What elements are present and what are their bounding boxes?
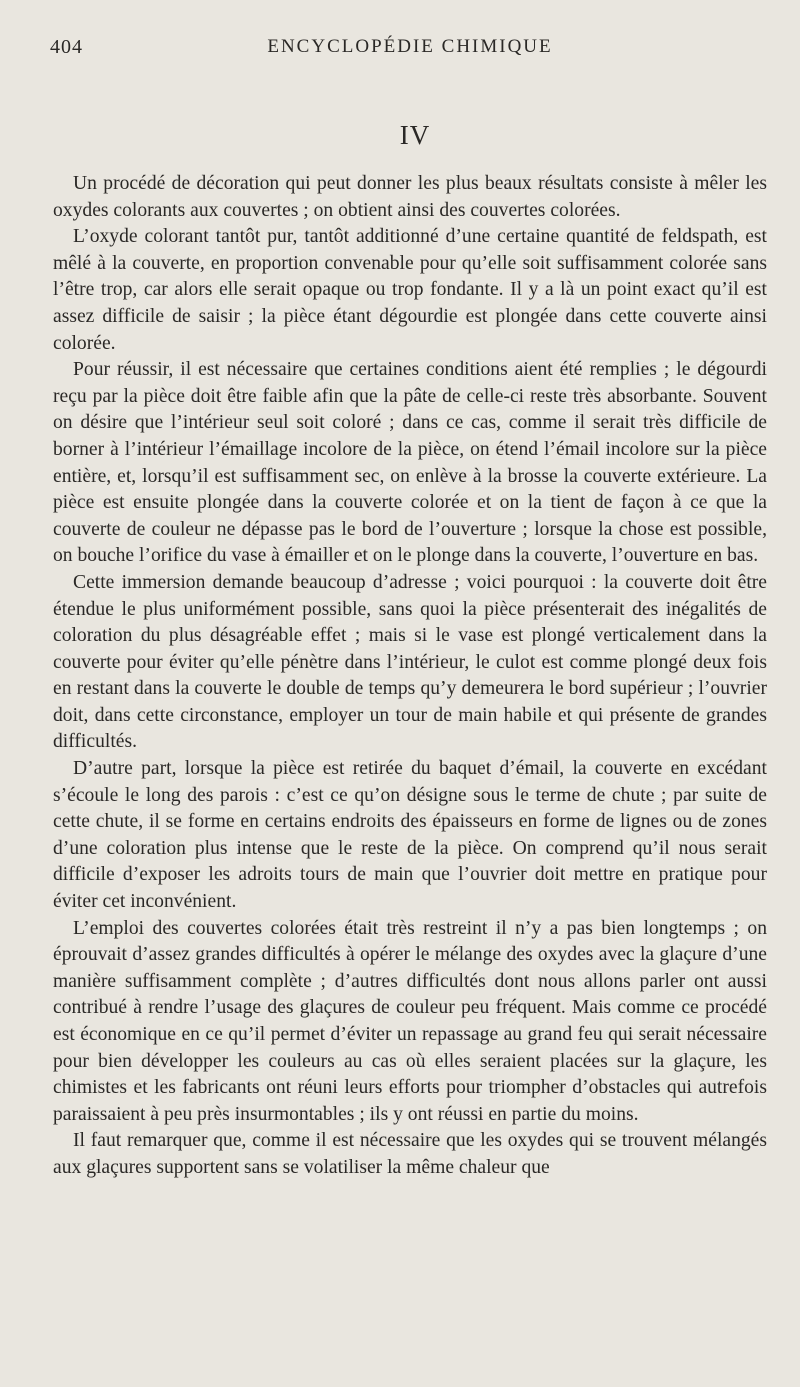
paragraph: Cette immersion demande beaucoup d’adresse ; voici pourquoi : la couverte doit être étendue le plus uniformément possible, sans quoi la pièce présenterait des inégalités de coloration du plus désagréable effet ; mais si le vase est plongé verticalement dans la couverte pour éviter qu’elle pénètre dans l’intérieur, le culot est comme plongé deux fois en restant dans la couverte le double de temps qu’y demeurera le bord supérieur ; l’ouvrier doit, dans cette circonstance, employer un tour de main habile et qui présente de grandes difficultés. [53,571,767,753]
running-title: ENCYCLOPÉDIE CHIMIQUE [267,36,553,57]
paragraph: D’autre part, lorsque la pièce est retirée du baquet d’émail, la couverte en excédant s’écoule le long des parois : c’est ce qu’on désigne sous le terme de chute ; par suite de cette chute, il se forme en certains endroits des épaisseurs en forme de lignes ou de zones d’une coloration plus intense que le reste de la pièce. On comprend qu’il nous serait difficile d’exposer les adroits tours de main que l’ouvrier doit mettre en pratique pour éviter cet inconvénient. [53,758,767,913]
paragraph: L’emploi des couvertes colorées était très restreint il n’y a pas bien longtemps ; on éprouvait d’assez grandes difficultés à opérer le mélange des oxydes avec la glaçure d’une manière suffisamment complète ; d’autres difficultés dont nous allons parler ont aussi contribué à rendre l’usage des glaçures de couleur peu fréquent. Mais comme ce procédé est économique en ce qu’il permet d’éviter un repassage au grand feu qui serait nécessaire pour bien développer les couleurs au cas où elles seraient placées sur la glaçure, les chimistes et les fabricants ont réuni leurs efforts pour triompher d’obstacles qui autrefois paraissaient à peu près insurmontables ; ils y ont réussi en partie du moins. [53,917,767,1125]
paragraph: L’oxyde colorant tantôt pur, tantôt additionné d’une certaine quantité de feldspath, est mêlé à la couverte, en proportion convenable pour qu’elle soit suffisamment colorée sans l’être trop, car alors elle serait opaque ou trop fondante. Il y a là un point exact qu’il est assez difficile de saisir ; la pièce étant dégourdie est plongée dans cette couverte ainsi colorée. [53,226,767,354]
section-heading: IV [399,120,431,150]
paragraph: Pour réussir, il est nécessaire que certaines conditions aient été remplies ; le dégourdi reçu par la pièce doit être faible afin que la pâte de celle-ci reste très absorbante. Souvent on désire que l’intérieur seul soit coloré ; dans ce cas, comme il serait très difficile de borner à l’intérieur l’émaillage incolore de la pièce, on étend l’émail incolore sur la pièce entière, et, lorsqu’il est suffisamment sec, on enlève à la brosse la couverte extérieure. La pièce est ensuite plongée dans la couverte colorée et on la tient de façon à ce que la couverte de couleur ne dépasse pas le bord de l’ouverture ; lorsque la chose est possible, on bouche l’orifice du vase à émailler et on le plonge dans la couverte, l’ouverture en bas. [53,359,767,567]
page-header [50,36,770,66]
paragraph: Un procédé de décoration qui peut donner les plus beaux résultats consiste à mêler les oxydes colorants aux couvertes ; on obtient ainsi des couvertes colorées. [53,173,767,221]
body-text [53,171,767,1182]
paragraph: Il faut remarquer que, comme il est nécessaire que les oxydes qui se trouvent mélangés aux glaçures supportent sans se volatiliser la même chaleur que [53,1130,767,1178]
page-number: 404 [50,36,83,58]
